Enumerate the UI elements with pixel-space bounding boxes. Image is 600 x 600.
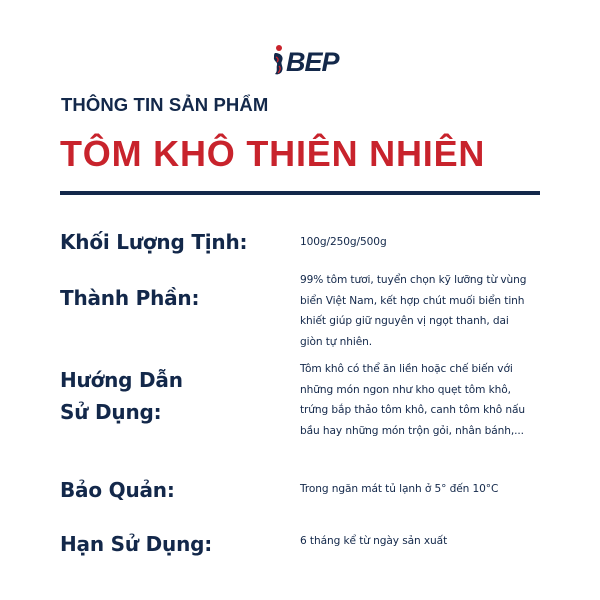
- spec-label: Bảo Quản:: [60, 478, 175, 502]
- spec-value: 6 tháng kể từ ngày sản xuất: [300, 535, 448, 547]
- spec-label: Khối Lượng Tịnh:: [60, 230, 248, 254]
- spec-value: 99% tôm tươi, tuyển chọn kỹ lưỡng từ vùng biển Việt Nam, kết hợp chút muối biển tinh khiết giúp giữ nguyên vị ngọt thanh, dai giòn tự nhiên.: [300, 274, 527, 348]
- spec-value: Trong ngăn mát tủ lạnh ở 5° đến 10°C: [300, 483, 499, 495]
- spec-label-line2: Sử Dụng:: [60, 400, 162, 424]
- brand-logo: [270, 44, 339, 76]
- spec-value: Tôm khô có thể ăn liền hoặc chế biến với những món ngon như kho quẹt tôm khô, trứng bắp thảo tôm khô, canh tôm khô nấu bầu hay những món trộn gỏi, nhân bánh,...: [300, 363, 525, 437]
- spec-label: Hạn Sử Dụng:: [60, 532, 213, 556]
- spec-label: Thành Phần:: [60, 286, 200, 310]
- product-title: TÔM KHÔ THIÊN NHIÊN: [60, 133, 486, 174]
- logo-text: BEP: [286, 47, 339, 77]
- section-subtitle: THÔNG TIN SẢN PHẨM: [61, 94, 269, 115]
- spec-value: 100g/250g/500g: [300, 236, 387, 248]
- header-divider: [60, 191, 540, 195]
- spec-label-line1: Hướng Dẫn: [60, 368, 183, 392]
